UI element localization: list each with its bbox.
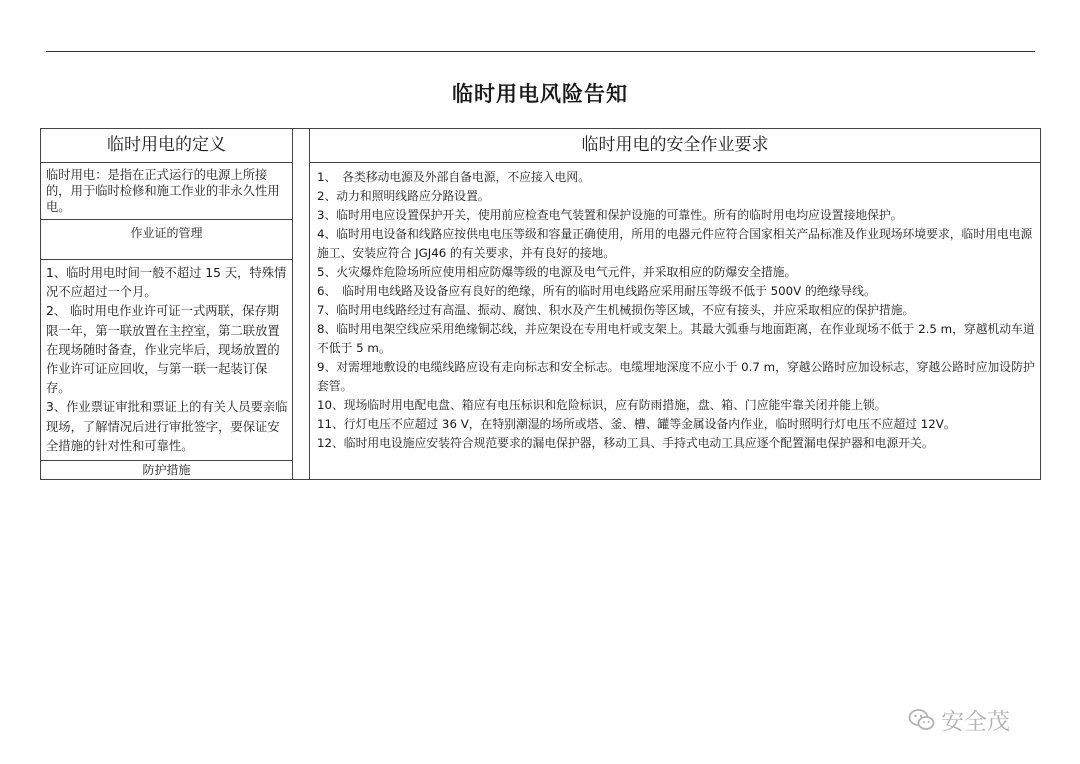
definition-header: 临时用电的定义 <box>41 129 292 163</box>
protection-header: 防护措施 <box>142 463 191 477</box>
requirement-item: 3、临时用电应设置保护开关，使用前应检查电气装置和保护设施的可靠性。所有的临时用电均应设置接地保护。 <box>317 208 903 222</box>
requirement-item: 1、 各类移动电源及外部自备电源，不应接入电网。 <box>317 170 590 184</box>
permit-item: 2、 临时用电作业许可证一式两联，保存期限一年，第一联放置在主控室，第二联放置在现场随时备查，作业完毕后，现场放置的作业许可证应回收，与第一联一起装订保存。 <box>46 304 280 396</box>
permit-item: 1、临时用电时间一般不超过 15 天，特殊情况不应超过一个月。 <box>46 266 287 300</box>
requirements-header: 临时用电的安全作业要求 <box>310 129 1040 163</box>
requirement-item: 7、临时用电线路经过有高温、振动、腐蚀、积水及产生机械损伤等区域，不应有接头，并应采取相应的保护措施。 <box>317 303 915 317</box>
requirement-item: 2、动力和照明线路应分路设置。 <box>317 189 490 203</box>
permit-header: 作业证的管理 <box>41 220 292 260</box>
definition-text: 临时用电：是指在正式运行的电源上所接的，用于临时检修和施工作业的非永久性用电。 <box>41 162 292 220</box>
spacer-column <box>293 129 310 479</box>
requirement-item: 11、行灯电压不应超过 36 V，在特别潮湿的场所或塔、釜、槽、罐等金属设备内作业，临时照明行灯电压不应超过 12V。 <box>317 417 956 431</box>
left-column <box>41 129 293 479</box>
top-divider <box>46 51 1035 52</box>
requirement-item: 12、临时用电设施应安装符合规范要求的漏电保护器，移动工具、手持式电动工具应逐个配置漏电保护器和电源开关。 <box>317 436 934 450</box>
permit-list <box>41 260 292 461</box>
page-title: 临时用电风险告知 <box>452 82 628 106</box>
requirement-item: 4、临时用电设备和线路应按供电电压等级和容量正确使用，所用的电器元件应符合国家相关产品标准及作业现场环境要求，临时用电电源施工、安装应符合 JGJ46 的有关要求，并有良好的接地。 <box>317 227 1033 260</box>
right-column <box>309 129 1040 479</box>
requirement-item: 10、现场临时用电配电盘、箱应有电压标识和危险标识，应有防雨措施，盘、箱、门应能牢靠关闭并能上锁。 <box>317 398 887 412</box>
watermark <box>908 703 1010 736</box>
requirement-item: 9、对需埋地敷设的电缆线路应设有走向标志和安全标志。电缆埋地深度不应小于 0.7 m，穿越公路时应加设标志，穿越公路时应加设防护套管。 <box>317 360 1035 393</box>
requirement-item: 5、火灾爆炸危险场所应使用相应防爆等级的电源及电气元件，并采取相应的防爆安全措施。 <box>317 265 797 279</box>
requirements-list <box>310 162 1040 453</box>
watermark-text: 安全茂 <box>941 709 1010 735</box>
wechat-icon <box>908 708 936 732</box>
info-table <box>40 128 1041 480</box>
requirement-item: 8、临时用电架空线应采用绝缘铜芯线，并应架设在专用电杆或支架上。其最大弧垂与地面距离，在作业现场不低于 2.5 m，穿越机动车道不低于 5 m。 <box>317 322 1035 355</box>
requirement-item: 6、 临时用电线路及设备应有良好的绝缘，所有的临时用电线路应采用耐压等级不低于 500V 的绝缘导线。 <box>317 284 876 298</box>
permit-item: 3、作业票证审批和票证上的有关人员要亲临现场，了解情况后进行审批签字，要保证安全措施的针对性和可靠性。 <box>46 400 288 453</box>
